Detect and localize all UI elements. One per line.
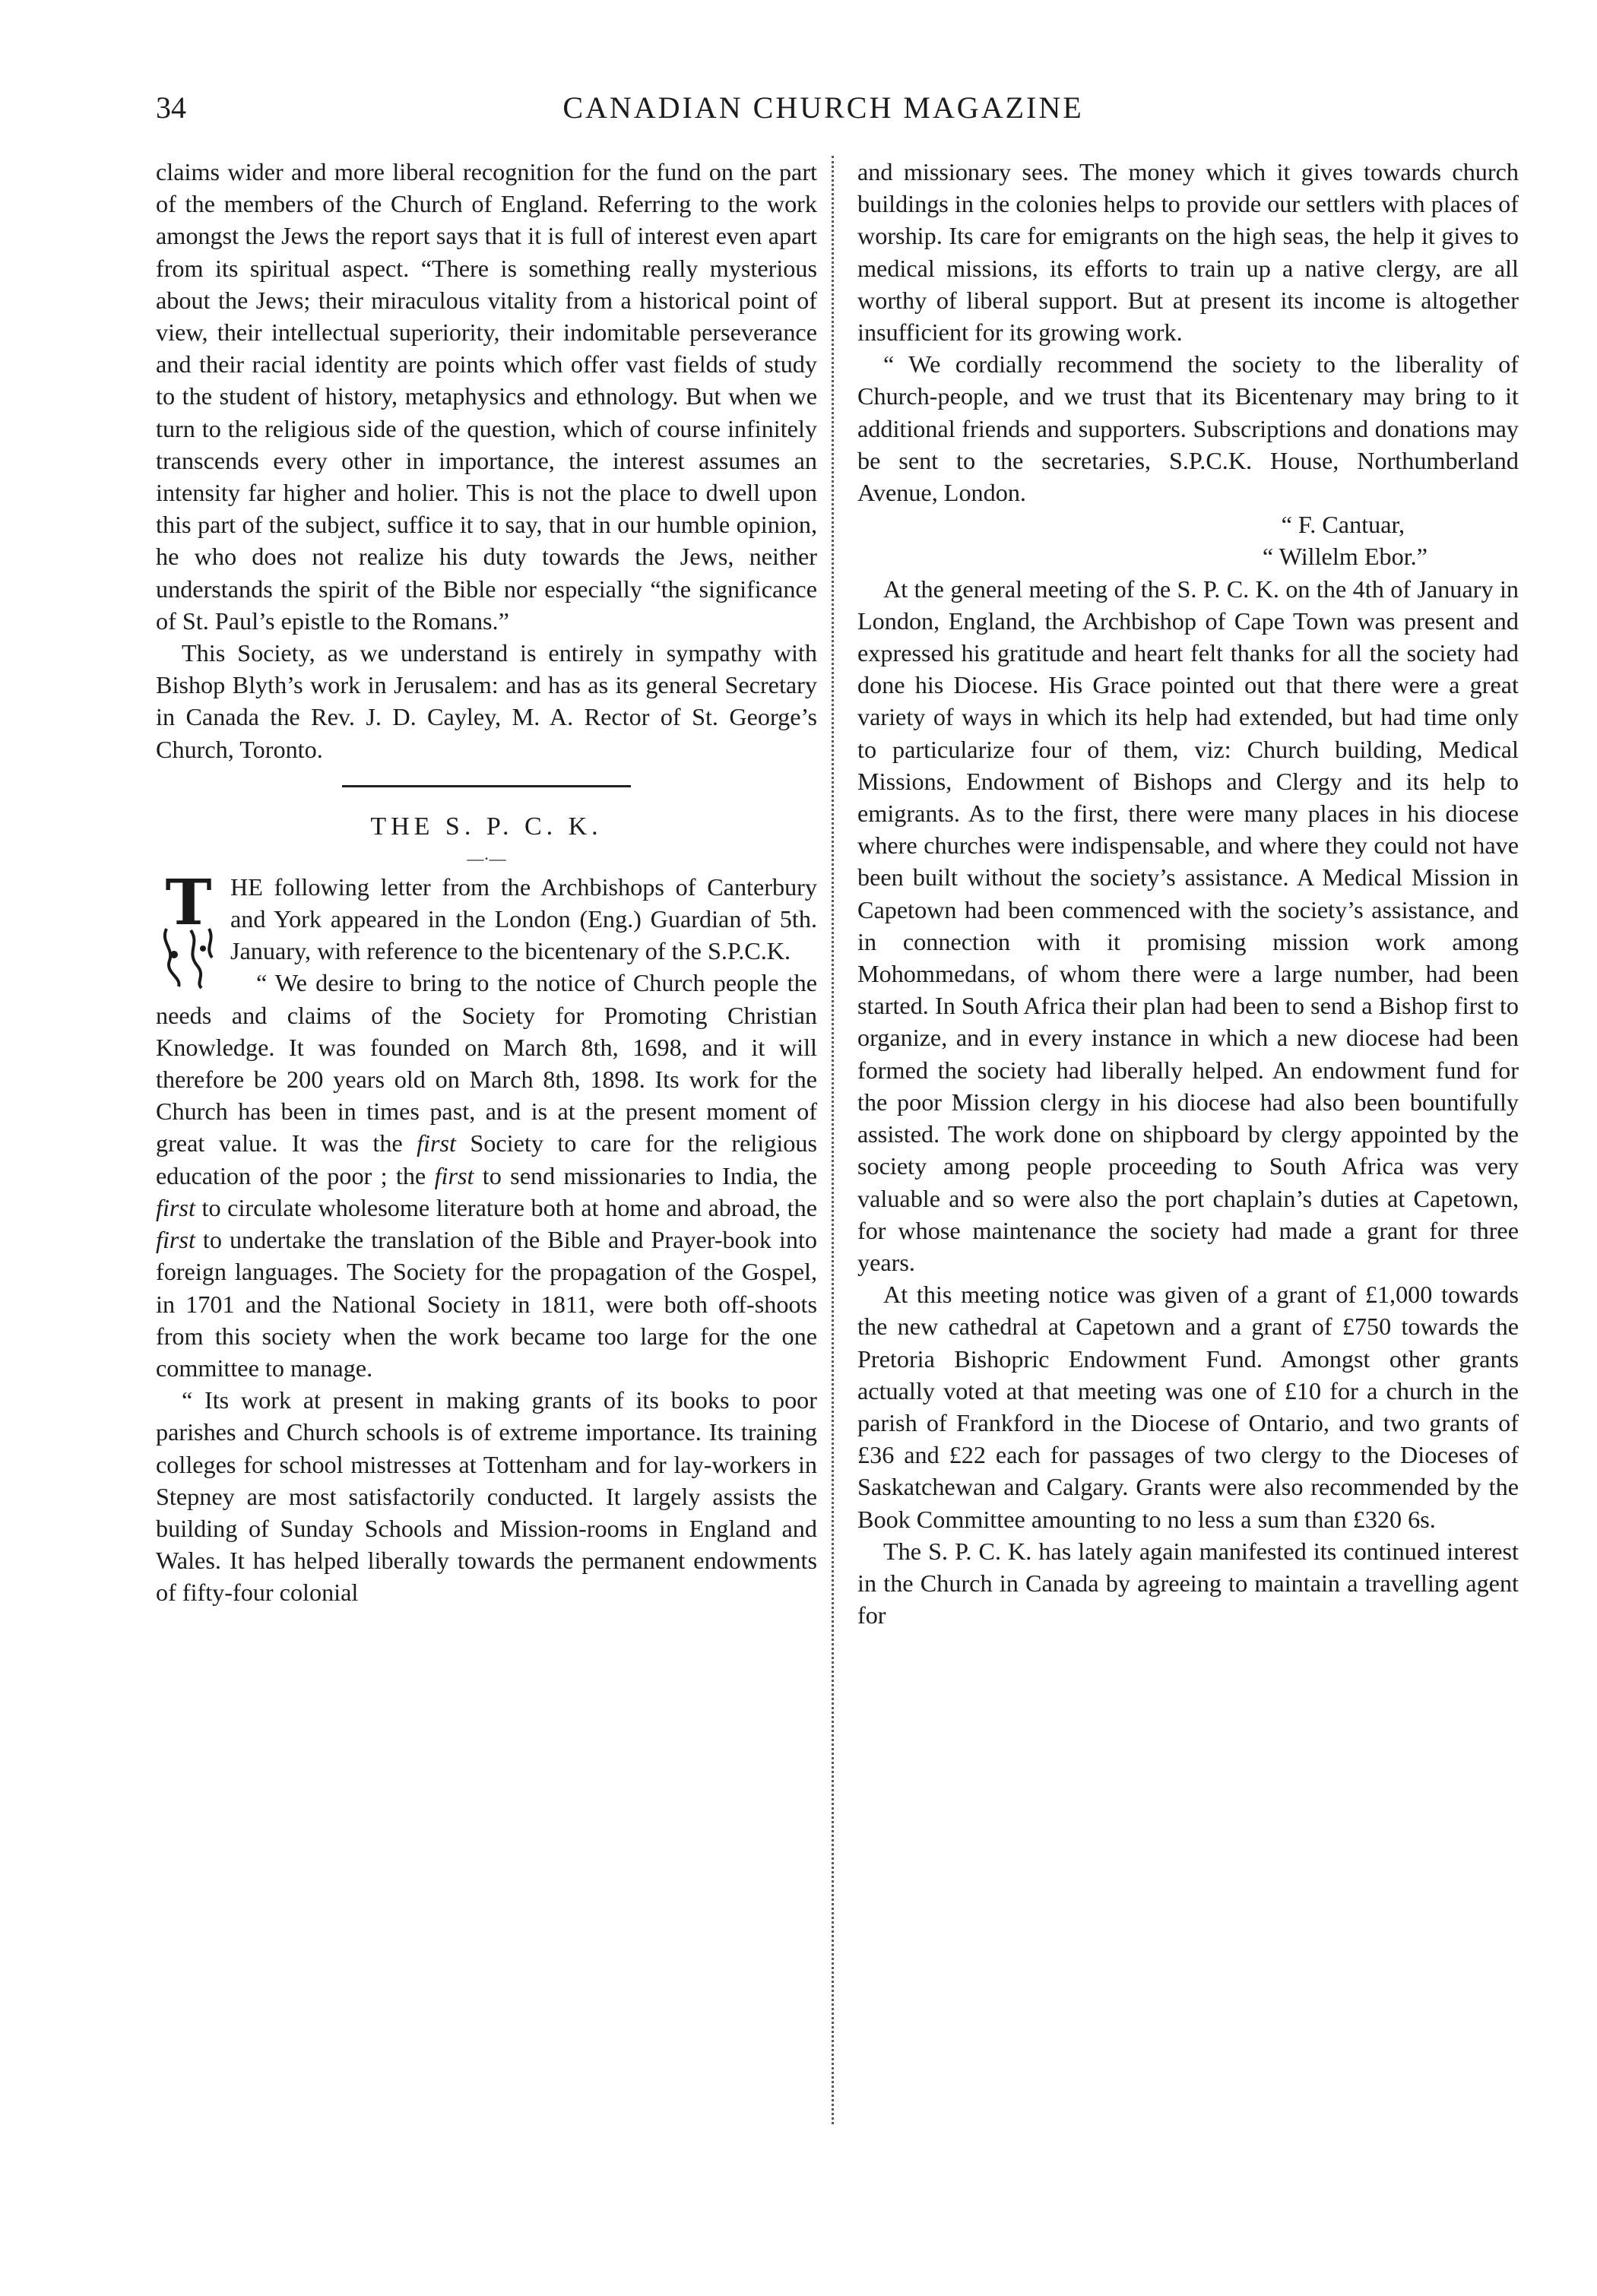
- emphasis-first: first: [434, 1161, 474, 1189]
- paragraph: This Society, as we understand is entirely in sympathy with Bishop Blyth’s work in Jerusalem: and has as its general Secretary in Canada the Rev. J. D. Cayley, M. A. Rector of St. George’s Church, Toronto.: [156, 639, 817, 763]
- dropcap-letter: T: [165, 875, 212, 939]
- right-column: [857, 156, 1519, 1631]
- emphasis-first: first: [156, 1193, 195, 1221]
- paragraph: “ We cordially recommend the society to the liberality of Church-people, and we trust that its Bicentenary may bring to it additional friends and supporters. Subscriptions and donations may be sent to the secretaries, S.P.C.K. House, Northumberland Avenue, London.: [857, 350, 1519, 507]
- emphasis-first: first: [156, 1226, 195, 1254]
- page-header: [156, 90, 1491, 135]
- left-column: [156, 156, 817, 1609]
- paragraph: HE following letter from the Archbishops of Canterbury and York appeared in the London (Eng.) Guardian of 5th. January, with reference to the bicentenary of the S.P.C.K.: [230, 872, 817, 965]
- paragraph: At this meeting notice was given of a grant of £1,000 towards the new cathedral at Capetown and a grant of £750 towards the Pretoria Bishopric Endowment Fund. Amongst other grants actually voted at that meeting was one of £10 for a church in the parish of Frankford in the Diocese of Ontario, and two grants of £36 and £22 each for passages of two clergy to the Dioceses of Saskatchewan and Calgary. Grants were also recommended by the Book Committee amounting to no less a sum than £320 6s.: [857, 1281, 1519, 1533]
- column-rule: [832, 156, 834, 2124]
- running-head-title: CANADIAN CHURCH MAGAZINE: [562, 90, 1084, 125]
- paragraph: and missionary sees. The money which it gives towards church buildings in the colonies helps to provide our settlers with places of worship. Its care for emigrants on the high seas, the help it gives to medical missions, its efforts to train up a native clergy, are all worthy of liberal support. But at present its income is altogether insufficient for its growing work.: [857, 158, 1519, 347]
- paragraph: The S. P. C. K. has lately again manifested its continued interest in the Church in Canada by agreeing to maintain a travelling agent for: [857, 1537, 1519, 1629]
- paragraph: “ We desire to bring to the notice of Church people the needs and claims of the Society for Promoting Christian Knowledge. It was founded on March 8th, 1698, and it will therefore be 200 years old on March 8th, 1898. Its work for the Church has been in times past, and is at the present moment of great value. It was the first Society to care for the religious education of the poor ; the first to send missionaries to India, the first to circulate wholesome literature both at home and abroad, the first to undertake the translation of the Bible and Prayer-book into foreign languages. The Society for the propagation of the Gospel, in 1701 and the National Society in 1811, were both off-shoots from this society when the work became too large for the one committee to manage.: [156, 969, 818, 1382]
- paragraph: claims wider and more liberal recognition for the fund on the part of the members of the Church of England. Referring to the work amongst the Jews the report says that it is full of interest even apart from its spiritual aspect. “There is something really mysterious about the Jews; their miraculous vitality from a historical point of view, their intellectual superiority, their indomitable perseverance and their racial identity are points which offer vast fields of study to the student of history, metaphysics and ethnology. But when we turn to the religious side of the question, which of course infinitely transcends every other in importance, the interest assumes an intensity far higher and holier. This is not the place to dwell upon this part of the subject, suffice it to say, that in our humble opinion, he who does not realize his duty towards the Jews, neither understands the spirit of the Bible nor especially “the significance of St. Paul’s epistle to the Romans.”: [156, 158, 817, 635]
- signature-cantuar: “ F. Cantuar,: [1281, 511, 1405, 539]
- signature-ebor: “ Willelm Ebor.”: [1262, 543, 1427, 571]
- page-number: 34: [156, 90, 186, 125]
- paragraph: “ Its work at present in making grants of its books to poor parishes and Church schools is of extreme importance. Its training colleges for school mistresses at Tottenham and for lay-workers in Stepney are most satisfactorily conducted. It largely assists the building of Sunday Schools and Mission-rooms in England and Wales. It has helped liberally towards the permanent endowments of fifty-four colonial: [156, 1386, 817, 1607]
- emphasis-first: first: [417, 1129, 456, 1158]
- paragraph: At the general meeting of the S. P. C. K. on the 4th of January in London, England, the Archbishop of Cape Town was present and expressed his gratitude and heart felt thanks for all the society had done his Diocese. His Grace pointed out that there were a great variety of ways in which its help had extended, but had time only to particularize four of them, viz: Church building, Medical Missions, Endowment of Bishops and Clergy and its help to emigrants. As to the first, there were many places in his diocese where churches were indispensable, and where they could not have been built without the society’s assistance. A Medical Mission in Capetown had been commenced with the society’s assistance, and in connection with it promising mission work among Mohommedans, of whom there were a large number, had been started. In South Africa their plan had been to send a Bishop first to organize, and in every instance in which a new diocese had been formed the society had liberally helped. An endowment fund for the poor Mission clergy in his diocese had also been bountifully assisted. The work done on shipboard by clergy appointed by the society among people proceeding to South Africa was very valuable and so were also the port chaplain’s duties at Capetown, for whose maintenance the society had made a grant for three years.: [857, 575, 1519, 1276]
- section-divider: [342, 785, 631, 787]
- section-title: THE S. P. C. K.: [370, 812, 603, 841]
- title-ornament: —·—: [467, 848, 506, 868]
- ornamental-dropcap-t: [156, 876, 221, 990]
